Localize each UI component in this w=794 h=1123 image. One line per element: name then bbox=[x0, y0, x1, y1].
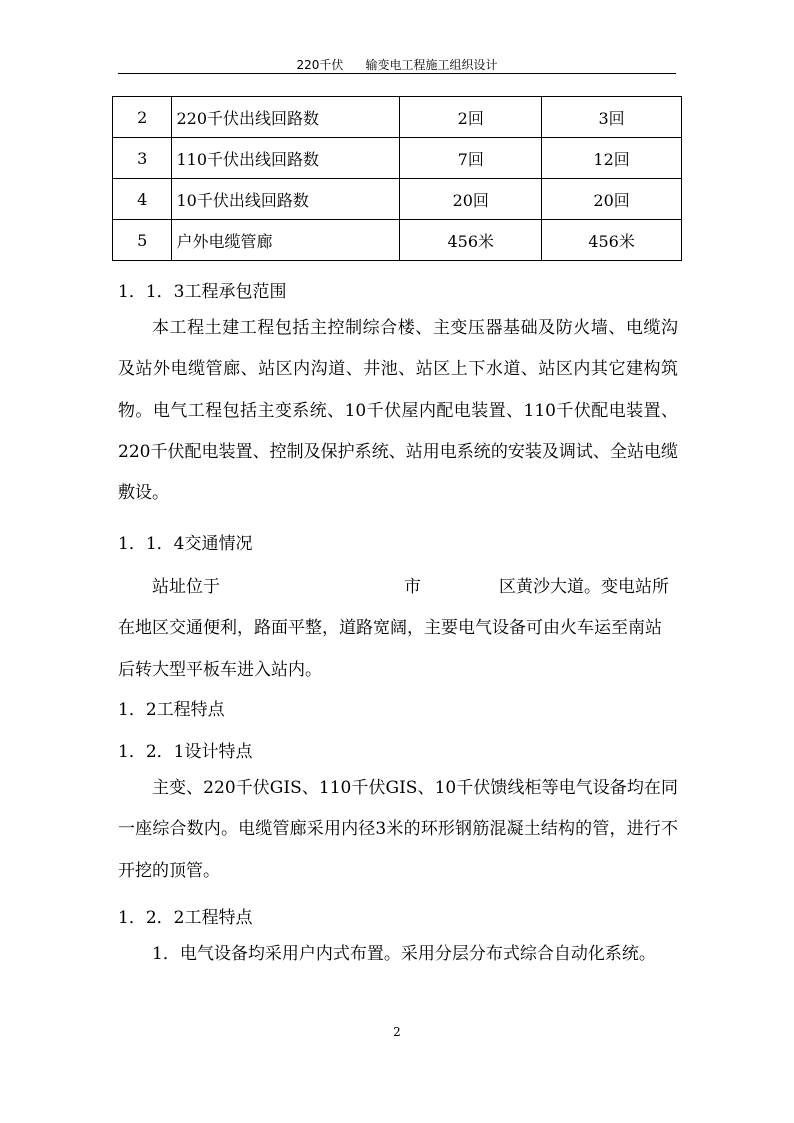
parameters-table bbox=[112, 96, 682, 261]
row-item: 户外电缆管廊 bbox=[172, 220, 400, 261]
row-value-b: 20回 bbox=[542, 179, 682, 220]
address-text-1: 站址位于 bbox=[152, 577, 220, 597]
row-number: 5 bbox=[113, 220, 172, 261]
header-divider bbox=[118, 73, 676, 74]
row-item: 220千伏出线回路数 bbox=[172, 97, 400, 138]
table-row bbox=[113, 179, 682, 220]
address-text-3: 区黄沙大道。变电站所在地区交通便利，路面平整，道路宽阔，主要电气设备可由火车运至南站后转大型平板车进入站内。 bbox=[118, 577, 669, 680]
section-heading-1-2: 1．2工程特点 bbox=[118, 700, 225, 720]
section-heading-1-2-1: 1．2．1设计特点 bbox=[118, 742, 253, 762]
section-heading-1-1-3: 1．1．3工程承包范围 bbox=[118, 282, 287, 302]
row-number: 2 bbox=[113, 97, 172, 138]
header-title-left: 220千伏 bbox=[296, 58, 344, 72]
section-body-1-2-1: 主变、220千伏GIS、110千伏GIS、10千伏馈线柜等电气设备均在同一座综合数内。电缆管廊采用内径3米的环形钢筋混凝土结构的管，进行不开挖的顶管。 bbox=[118, 778, 678, 881]
row-value-b: 456米 bbox=[542, 220, 682, 261]
address-text-2: 市 bbox=[404, 577, 421, 597]
row-item: 10千伏出线回路数 bbox=[172, 179, 400, 220]
table-row bbox=[113, 220, 682, 261]
section-heading-1-2-2: 1．2．2工程特点 bbox=[118, 908, 253, 928]
row-number: 4 bbox=[113, 179, 172, 220]
row-value-b: 3回 bbox=[542, 97, 682, 138]
section-body-1-1-3: 本工程土建工程包括主控制综合楼、主变压器基础及防火墙、电缆沟及站外电缆管廊、站区内沟道、井池、站区上下水道、站区内其它建构筑物。电气工程包括主变系统、10千伏屋内配电装置、110千伏配电装置、220千伏配电装置、控制及保护系统、站用电系统的安装及调试、全站电缆敷设。 bbox=[118, 318, 678, 504]
section-body-1-1-4 bbox=[118, 567, 678, 691]
page-header bbox=[0, 56, 794, 73]
row-number: 3 bbox=[113, 138, 172, 179]
header-title-right: 输变电工程施工组织设计 bbox=[365, 58, 498, 72]
row-item: 110千伏出线回路数 bbox=[172, 138, 400, 179]
section-heading-1-1-4: 1．1．4交通情况 bbox=[118, 534, 253, 554]
table-row bbox=[113, 138, 682, 179]
row-value-b: 12回 bbox=[542, 138, 682, 179]
page-number: 2 bbox=[393, 1025, 401, 1039]
row-value-a: 7回 bbox=[400, 138, 542, 179]
table-row bbox=[113, 97, 682, 138]
row-value-a: 456米 bbox=[400, 220, 542, 261]
row-value-a: 20回 bbox=[400, 179, 542, 220]
section-item-1: 1．电气设备均采用户内式布置。采用分层分布式综合自动化系统。 bbox=[152, 944, 656, 964]
row-value-a: 2回 bbox=[400, 97, 542, 138]
